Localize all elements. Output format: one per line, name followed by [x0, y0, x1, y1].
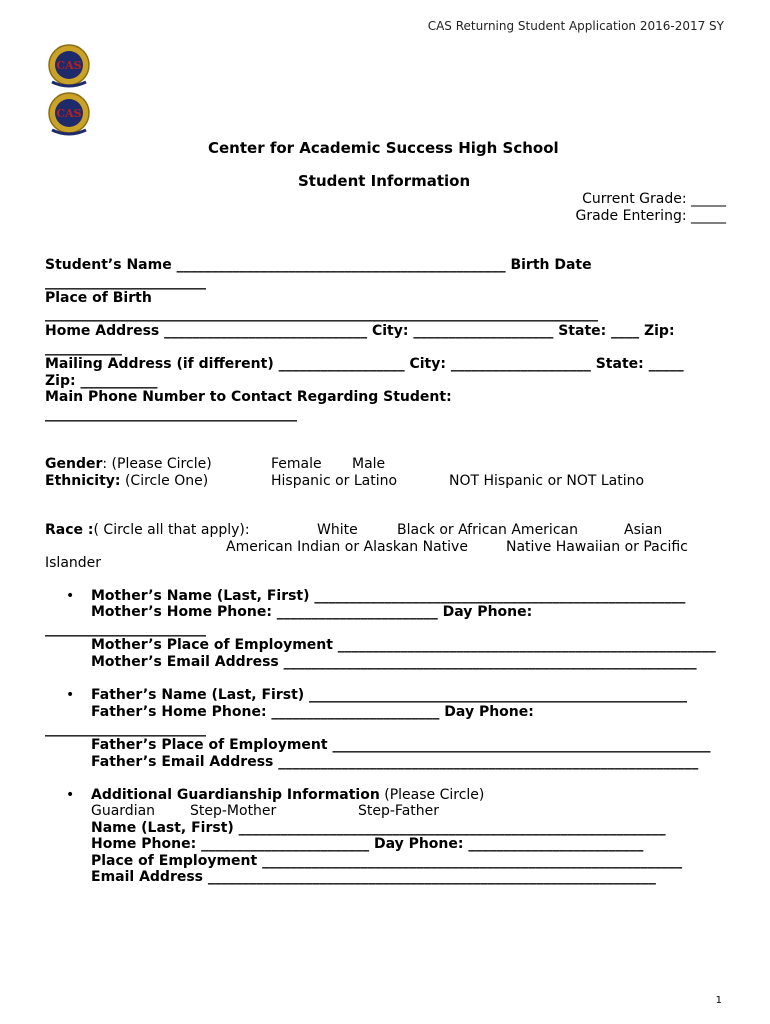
guardian-option-step-father: Step-Father: [358, 803, 440, 819]
guardian-email-line: Email Address ________________________________________________________________: [91, 869, 656, 885]
mailing-zip: Zip: ___________: [45, 373, 158, 389]
ethnicity-hint: (Circle One): [120, 473, 209, 489]
birth-date-blank: _______________________: [45, 274, 206, 290]
guardian-heading-row: [91, 787, 484, 804]
guardian-phone-line: Home Phone: ________________________ Day Phone: _________________________: [91, 836, 644, 852]
logo-text: CAS: [56, 107, 82, 120]
race-row: [45, 522, 250, 539]
main-phone-label: Main Phone Number to Contact Regarding Student:: [45, 389, 452, 405]
race-hint: ( Circle all that apply):: [93, 522, 250, 538]
guardian-option-step-mother: Step-Mother: [190, 803, 277, 819]
mother-employment-line: Mother’s Place of Employment ______________________________________________________: [91, 637, 716, 653]
section-title: Student Information: [298, 172, 471, 190]
student-name-line: Student’s Name _______________________________________________ Birth Date: [45, 257, 592, 273]
guardian-name-line: Name (Last, First) _____________________________________________________________: [91, 820, 666, 836]
bullet-guardian: •: [66, 787, 75, 803]
father-home-phone-line: Father’s Home Phone: ________________________ Day Phone:: [91, 704, 534, 720]
cas-logo-bottom: [44, 92, 94, 138]
main-phone-blank: ____________________________________: [45, 406, 297, 422]
race-option-black: Black or African American: [397, 522, 578, 538]
bullet-father: •: [66, 687, 75, 703]
ethnicity-row: [45, 473, 208, 490]
gender-label: Gender: [45, 456, 103, 472]
race-label: Race :: [45, 522, 94, 538]
gender-option-female: Female: [271, 456, 322, 472]
header-text: CAS Returning Student Application 2016-2017 SY: [427, 19, 724, 33]
father-name-line: Father’s Name (Last, First) ______________________________________________________: [91, 687, 688, 703]
guardian-hint: (Please Circle): [379, 787, 485, 803]
father-day-phone-blank: _______________________: [45, 721, 206, 737]
guardian-employment-line: Place of Employment ____________________________________________________________: [91, 853, 683, 869]
current-grade: Current Grade: _____: [582, 191, 726, 207]
race-option-hawaiian: Native Hawaiian or Pacific: [506, 539, 688, 555]
place-of-birth-label: Place of Birth: [45, 290, 152, 306]
bullet-mother: •: [66, 588, 75, 604]
ethnicity-label: Ethnicity:: [45, 473, 121, 489]
cas-logo-top: [44, 44, 94, 90]
race-option-native: American Indian or Alaskan Native: [226, 539, 468, 555]
mailing-address-line: Mailing Address (if different) __________________ City: ____________________ State: _____: [45, 356, 684, 372]
ethnicity-option-hispanic: Hispanic or Latino: [271, 473, 398, 489]
race-option-white: White: [317, 522, 358, 538]
father-employment-line: Father’s Place of Employment ______________________________________________________: [91, 737, 711, 753]
father-email-line: Father’s Email Address ____________________________________________________________: [91, 754, 699, 770]
ethnicity-option-not-hispanic: NOT Hispanic or NOT Latino: [449, 473, 645, 489]
race-option-islander: Islander: [45, 555, 102, 571]
gender-row: [45, 456, 212, 473]
guardian-option-guardian: Guardian: [91, 803, 156, 819]
mother-home-phone-line: Mother’s Home Phone: _______________________ Day Phone:: [91, 604, 533, 620]
zip-blank: ___________: [45, 340, 122, 356]
mother-day-phone-blank: _______________________: [45, 621, 206, 637]
grade-entering: Grade Entering: _____: [575, 208, 726, 224]
gender-hint: : (Please Circle): [102, 456, 212, 472]
guardian-heading: Additional Guardianship Information: [91, 787, 380, 803]
home-address-line: Home Address _____________________________ City: ____________________ State: ____ Zip:: [45, 323, 675, 339]
school-title: Center for Academic Success High School: [208, 139, 559, 157]
mother-email-line: Mother’s Email Address ___________________________________________________________: [91, 654, 697, 670]
mother-name-line: Mother’s Name (Last, First) _____________________________________________________: [91, 588, 686, 604]
place-of-birth-line: _______________________________________________________________________________: [45, 306, 598, 322]
page-number: 1: [715, 995, 722, 1006]
race-option-asian: Asian: [624, 522, 663, 538]
gender-option-male: Male: [352, 456, 386, 472]
logo-text: CAS: [56, 59, 82, 72]
